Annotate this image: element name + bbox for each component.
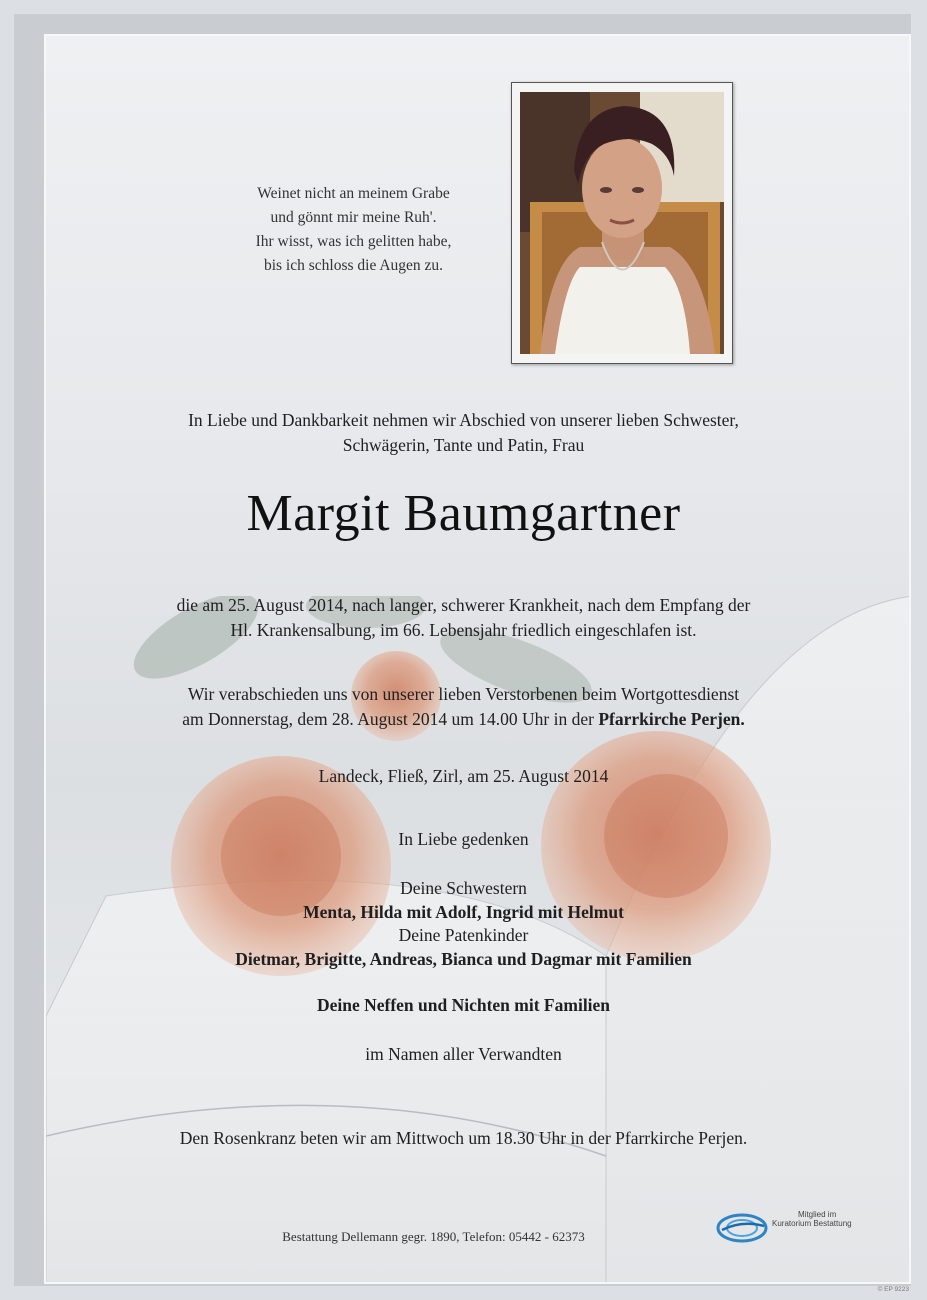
sisters-label: Deine Schwestern: [400, 878, 527, 898]
funeral-home-footer: Bestattung Dellemann gegr. 1890, Telefon: 05442 - 62373: [282, 1229, 585, 1244]
poem-line: Ihr wisst, was ich gelitten habe,: [255, 233, 452, 250]
service-time: am Donnerstag, dem 28. August 2014 um 14.00 Uhr in der: [182, 709, 594, 729]
mourners-heading: In Liebe gedenken: [398, 829, 529, 849]
rosary-notice: Den Rosenkranz beten wir am Mittwoch um 18.30 Uhr in der Pfarrkirche Perjen.: [179, 1128, 748, 1148]
intro-line-1: In Liebe und Dankbarkeit nehmen wir Abschied von unserer lieben Schwester,: [188, 410, 739, 430]
deceased-name: Margit Baumgartner: [246, 485, 681, 542]
intro-line-2: Schwägerin, Tante und Patin, Frau: [342, 435, 585, 455]
logo-caption: [768, 1210, 852, 1228]
outer-frame: [14, 14, 911, 1286]
place-date: Landeck, Fließ, Zirl, am 25. August 2014: [318, 766, 609, 786]
poem: [216, 182, 491, 278]
poem-line: und gönnt mir meine Ruh'.: [270, 209, 437, 226]
godchildren-label: Deine Patenkinder: [398, 925, 529, 945]
service-line-2: [0, 709, 927, 730]
death-notice-line-2: Hl. Krankensalbung, im 66. Lebensjahr friedlich eingeschlafen ist.: [230, 620, 697, 640]
logo-line-1: Mitglied im: [798, 1210, 837, 1219]
nephews-nieces: Deine Neffen und Nichten mit Familien: [316, 995, 611, 1015]
relatives-line: im Namen aller Verwandten: [365, 1044, 562, 1064]
copyright: © EP 9223: [877, 1286, 909, 1293]
service-place: Pfarrkirche Perjen.: [598, 709, 745, 729]
godchildren-names: Dietmar, Brigitte, Andreas, Bianca und Dagmar mit Familien: [235, 949, 692, 969]
portrait-frame: [511, 82, 733, 364]
portrait-photo: [520, 92, 724, 354]
death-notice-line-1: die am 25. August 2014, nach langer, schwerer Krankheit, nach dem Empfang der: [176, 595, 751, 615]
sisters-names: Menta, Hilda mit Adolf, Ingrid mit Helmut: [303, 902, 624, 922]
poem-line: Weinet nicht an meinem Grabe: [257, 185, 450, 202]
service-line-1: Wir verabschieden uns von unserer lieben Verstorbenen beim Wortgottesdienst: [187, 684, 740, 704]
poem-line: bis ich schloss die Augen zu.: [263, 257, 444, 274]
portrait-illustration: [520, 92, 724, 354]
logo-line-2: Kuratorium Bestattung: [772, 1219, 852, 1228]
notice-sheet: [44, 34, 911, 1284]
